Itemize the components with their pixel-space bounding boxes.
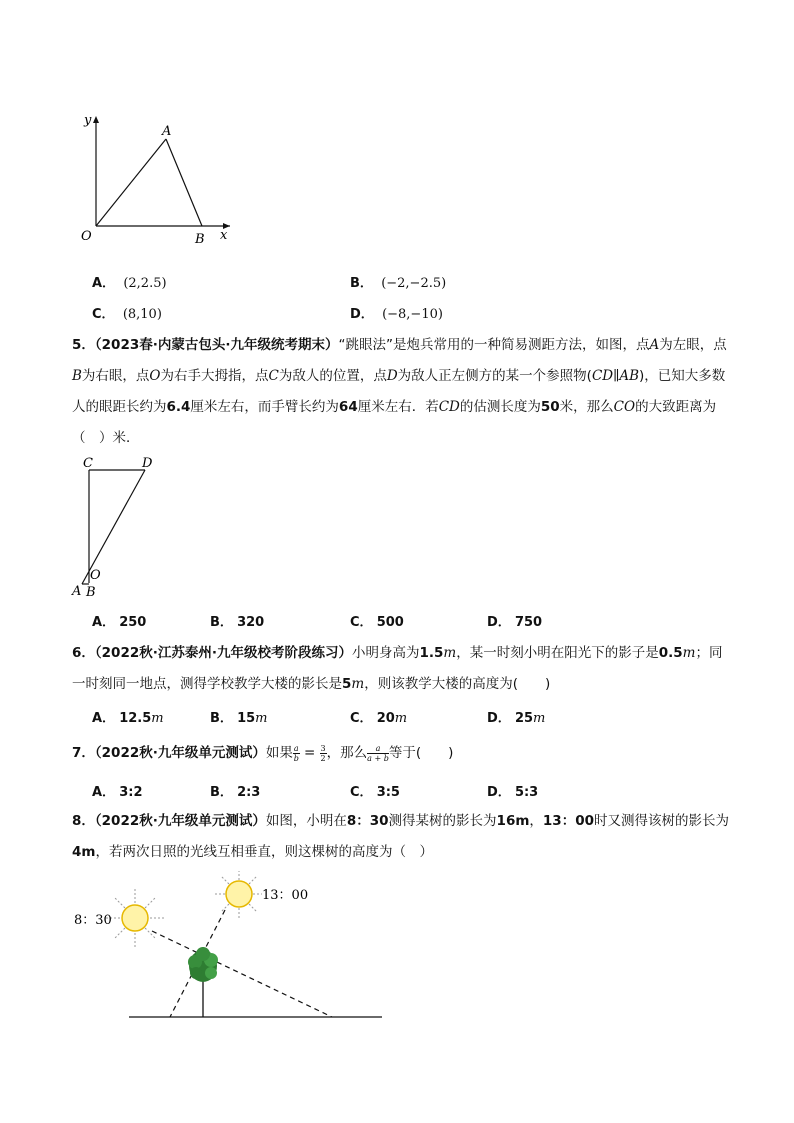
q4-option-a[interactable]: A． (2,2.5) [92, 276, 167, 291]
q6-option-a[interactable]: A． 12.5m [92, 711, 164, 726]
point-a-label: A [162, 124, 172, 139]
question-6-text: 6．（2022秋·江苏泰州·九年级校考阶段练习）小明身高为1.5m，某一时刻小明在阳光下的影子是0.5m；同一时刻同一地点，测得学校教学大楼的影长是5m，则该教学大楼的高度为( ) [72, 645, 723, 692]
q4-option-b[interactable]: B． (−2,−2.5) [350, 276, 447, 291]
point-c-label: C [83, 456, 93, 471]
q6-option-c[interactable]: C． 20m [350, 711, 408, 726]
q6-option-b[interactable]: B． 15m [210, 711, 268, 726]
y-axis-label: y [84, 113, 92, 128]
eye-jump-figure [68, 455, 168, 600]
triangle-figure [78, 110, 243, 245]
q5-option-c[interactable]: C． 500 [350, 615, 404, 630]
question-7-text: 7．（2022秋·九年级单元测试）如果 $\frac{a}{b}$ = $\frac{3}{2}$ ，那么 $\frac{a}{a + b}$ 等于( ) [72, 743, 454, 763]
x-axis-label: x [220, 228, 228, 243]
point-b-label: B [195, 232, 205, 245]
time-label-2: 13：00 [262, 888, 309, 903]
point-o-label: O [90, 568, 101, 583]
q7-option-d[interactable]: D． 5:3 [487, 785, 539, 800]
q5-option-d[interactable]: D． 750 [487, 615, 543, 630]
q7-option-c[interactable]: C． 3:5 [350, 785, 400, 800]
question-8-text: 8．（2022秋·九年级单元测试）如图，小明在8：30测得某树的影长为16m，13：00时又测得该树的影长为4m，若两次日照的光线互相垂直，则这棵树的高度为（ ） [72, 813, 729, 860]
tree-icon [188, 947, 218, 982]
point-b-label: B [86, 585, 96, 600]
point-a-label: A [72, 584, 82, 599]
q7-option-a[interactable]: A． 3:2 [92, 785, 143, 800]
q4-option-c[interactable]: C． (8,10) [92, 307, 162, 322]
q5-option-b[interactable]: B． 320 [210, 615, 265, 630]
q7-option-b[interactable]: B． 2:3 [210, 785, 261, 800]
sun-icon [106, 888, 164, 947]
time-label-1: 8：30 [74, 913, 112, 928]
q6-option-d[interactable]: D． 25m [487, 711, 546, 726]
question-5-text: 5．（2023春·内蒙古包头·九年级统考期末）“跳眼法”是炮兵常用的一种简易测距方法，如图，点A为左眼，点B为右眼，点O为右手大拇指，点C为敌人的位置，点D为敌人正左侧方的某一个参照物(CD∥AB)，已知大多数人的眼距长约为6.4厘米左右，而手臂长约为64厘米左右．若CD的估测长度为50米，那么CO的大致距离为（ ）米． [72, 337, 727, 446]
origin-label: O [81, 229, 92, 244]
q4-option-d[interactable]: D． (−8,−10) [350, 307, 443, 322]
tree-shadow-figure [70, 870, 390, 1025]
sun-icon [213, 871, 262, 920]
q5-option-a[interactable]: A． 250 [92, 615, 147, 630]
point-d-label: D [142, 456, 153, 471]
fraction-3-over-2: $\frac{3}{2}$ [320, 743, 326, 763]
fraction-a-over-b: $\frac{a}{b}$ [293, 743, 299, 763]
fraction-a-over-a-plus-b: $\frac{a}{a + b}$ [367, 743, 389, 763]
